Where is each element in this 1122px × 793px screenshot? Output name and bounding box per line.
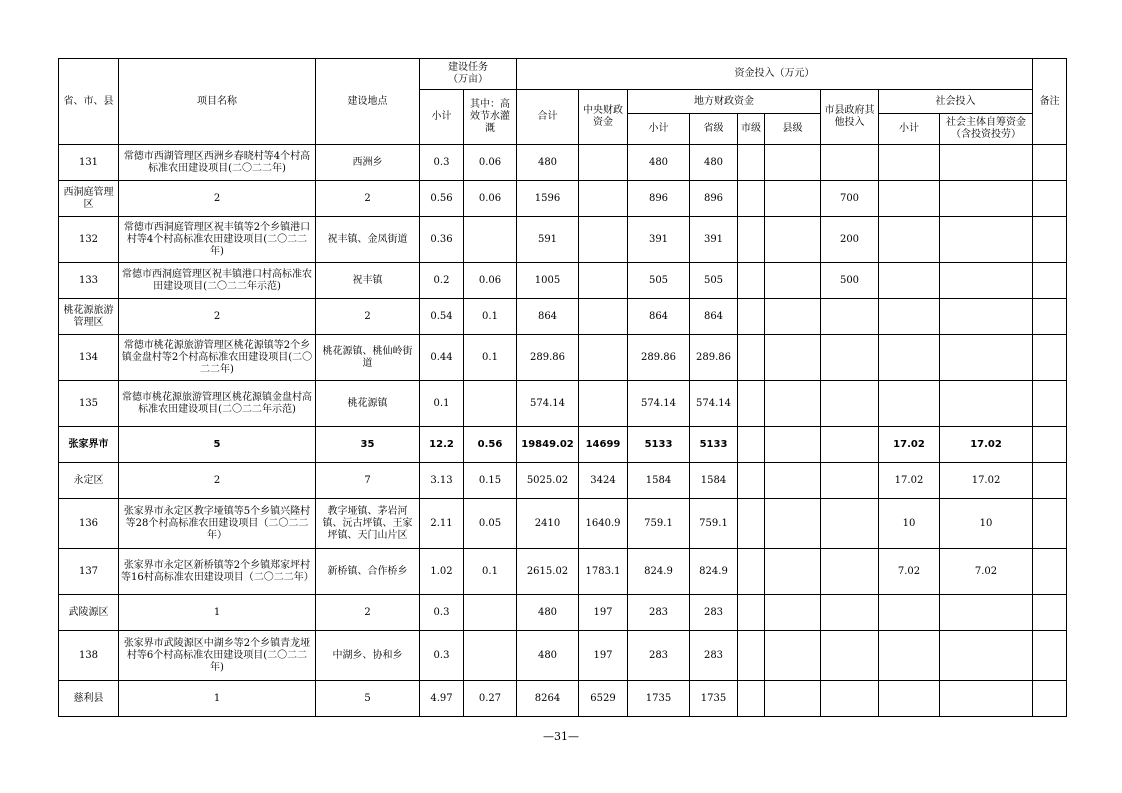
table-cell [579, 381, 628, 427]
table-cell: 2615.02 [517, 549, 579, 595]
table-cell: 1584 [628, 463, 690, 499]
table-cell: 1735 [628, 681, 690, 717]
table-cell [765, 263, 821, 299]
table-cell: 289.86 [517, 335, 579, 381]
table-row [59, 181, 1067, 217]
table-cell: 0.56 [420, 181, 464, 217]
table-cell [940, 181, 1033, 217]
table-cell [738, 549, 765, 595]
table-cell [765, 217, 821, 263]
table-cell: 0.56 [464, 427, 517, 463]
table-cell [821, 299, 879, 335]
table-cell [738, 217, 765, 263]
table-cell: 0.06 [464, 145, 517, 181]
table-cell [879, 217, 940, 263]
table-cell: 1596 [517, 181, 579, 217]
table-cell [940, 299, 1033, 335]
table-cell: 896 [628, 181, 690, 217]
table-cell: 133 [59, 263, 119, 299]
table-cell: 824.9 [628, 549, 690, 595]
table-row [59, 145, 1067, 181]
table-cell: 200 [821, 217, 879, 263]
table-cell [765, 381, 821, 427]
table-cell [821, 427, 879, 463]
header-central: 中央财政资金 [579, 90, 628, 145]
table-cell [765, 427, 821, 463]
table-cell: 7.02 [879, 549, 940, 595]
table-cell: 574.14 [517, 381, 579, 427]
table-cell: 0.3 [420, 595, 464, 631]
table-row [59, 299, 1067, 335]
table-cell [738, 381, 765, 427]
table-cell: 132 [59, 217, 119, 263]
table-cell: 2 [119, 299, 316, 335]
table-cell [1033, 427, 1067, 463]
table-cell [579, 181, 628, 217]
table-cell [1033, 299, 1067, 335]
table-cell: 17.02 [940, 463, 1033, 499]
table-body [59, 145, 1067, 717]
table-cell [879, 181, 940, 217]
table-cell: 2 [316, 595, 420, 631]
table-cell: 1584 [690, 463, 738, 499]
table-cell: 391 [690, 217, 738, 263]
table-cell: 0.1 [464, 549, 517, 595]
table-cell [464, 631, 517, 681]
table-cell: 0.15 [464, 463, 517, 499]
table-cell: 7.02 [940, 549, 1033, 595]
table-cell: 5133 [690, 427, 738, 463]
table-cell [738, 681, 765, 717]
table-cell: 0.05 [464, 499, 517, 549]
header-task-eff: 其中：高效节水灌溉 [464, 90, 517, 145]
table-cell: 7 [316, 463, 420, 499]
table-cell: 505 [628, 263, 690, 299]
table-cell [738, 263, 765, 299]
table-cell: 0.2 [420, 263, 464, 299]
table-cell: 中湖乡、协和乡 [316, 631, 420, 681]
table-cell [1033, 335, 1067, 381]
table-cell: 张家界市 [59, 427, 119, 463]
table-cell: 5 [119, 427, 316, 463]
table-cell: 0.44 [420, 335, 464, 381]
table-cell: 289.86 [690, 335, 738, 381]
table-cell: 西洲乡 [316, 145, 420, 181]
table-cell: 35 [316, 427, 420, 463]
table-row [59, 427, 1067, 463]
table-cell [940, 595, 1033, 631]
table-cell: 桃花源镇、桃仙岭街道 [316, 335, 420, 381]
table-cell [940, 263, 1033, 299]
table-cell: 700 [821, 181, 879, 217]
table-row [59, 499, 1067, 549]
table-cell: 2410 [517, 499, 579, 549]
table-cell: 常德市西湖管理区西洲乡春晓村等4个村高标准农田建设项目(二〇二二年) [119, 145, 316, 181]
table-cell [738, 181, 765, 217]
table-cell [738, 299, 765, 335]
table-cell: 常德市西洞庭管理区祝丰镇等2个乡镇港口村等4个村高标准农田建设项目(二〇二二年) [119, 217, 316, 263]
table-cell: 505 [690, 263, 738, 299]
header-task-sub: 小计 [420, 90, 464, 145]
table-cell [940, 381, 1033, 427]
table-cell: 2 [316, 299, 420, 335]
table-cell: 张家界市永定区教字垭镇等5个乡镇兴隆村等28个村高标准农田建设项目（二〇二二年） [119, 499, 316, 549]
table-cell [579, 335, 628, 381]
table-cell: 8264 [517, 681, 579, 717]
table-cell: 824.9 [690, 549, 738, 595]
table-cell: 283 [690, 631, 738, 681]
table-cell: 480 [517, 595, 579, 631]
table-cell [765, 181, 821, 217]
table-cell: 5133 [628, 427, 690, 463]
table-cell: 0.27 [464, 681, 517, 717]
table-cell: 0.54 [420, 299, 464, 335]
table-cell [940, 217, 1033, 263]
table-cell: 1.02 [420, 549, 464, 595]
header-funds: 资金投入（万元） [517, 59, 1033, 90]
table-cell [738, 499, 765, 549]
table-cell [464, 595, 517, 631]
table-cell: 祝丰镇 [316, 263, 420, 299]
table-cell: 17.02 [879, 463, 940, 499]
table-cell: 张家界市永定区新桥镇等2个乡镇郑家坪村等16村高标准农田建设项目（二〇二二年） [119, 549, 316, 595]
header-project: 项目名称 [119, 59, 316, 145]
table-cell [579, 145, 628, 181]
table-cell [765, 499, 821, 549]
table-cell [1033, 263, 1067, 299]
table-cell: 1783.1 [579, 549, 628, 595]
table-cell [464, 217, 517, 263]
table-cell [738, 631, 765, 681]
header-county-level: 县级 [765, 114, 821, 145]
table-cell [579, 263, 628, 299]
table-cell [879, 299, 940, 335]
table-cell: 新桥镇、合作桥乡 [316, 549, 420, 595]
table-cell [738, 335, 765, 381]
table-cell: 3424 [579, 463, 628, 499]
table-cell [1033, 595, 1067, 631]
table-cell: 136 [59, 499, 119, 549]
table-cell: 0.3 [420, 145, 464, 181]
funding-table [58, 58, 1067, 717]
table-cell [765, 299, 821, 335]
table-cell: 0.1 [420, 381, 464, 427]
table-cell [765, 595, 821, 631]
table-cell: 1735 [690, 681, 738, 717]
table-cell: 4.97 [420, 681, 464, 717]
header-local: 地方财政资金 [628, 90, 821, 114]
table-cell [879, 631, 940, 681]
table-cell [579, 299, 628, 335]
table-cell [765, 335, 821, 381]
table-cell: 0.1 [464, 299, 517, 335]
table-cell: 0.06 [464, 181, 517, 217]
table-cell [738, 463, 765, 499]
table-cell: 19849.02 [517, 427, 579, 463]
table-cell: 2 [119, 463, 316, 499]
table-cell: 5 [316, 681, 420, 717]
table-cell: 10 [940, 499, 1033, 549]
header-location: 建设地点 [316, 59, 420, 145]
table-cell [1033, 681, 1067, 717]
table-cell [1033, 181, 1067, 217]
table-cell: 197 [579, 595, 628, 631]
table-cell: 0.06 [464, 263, 517, 299]
table-cell [765, 463, 821, 499]
table-cell: 教字垭镇、茅岩河镇、沅古坪镇、王家坪镇、天门山片区 [316, 499, 420, 549]
table-cell [821, 499, 879, 549]
table-cell: 武陵源区 [59, 595, 119, 631]
table-cell: 0.3 [420, 631, 464, 681]
table-cell: 12.2 [420, 427, 464, 463]
table-cell: 西洞庭管理区 [59, 181, 119, 217]
table-cell: 3.13 [420, 463, 464, 499]
table-cell [940, 681, 1033, 717]
table-cell [1033, 145, 1067, 181]
table-cell [579, 217, 628, 263]
table-row [59, 381, 1067, 427]
table-cell: 500 [821, 263, 879, 299]
table-cell: 0.1 [464, 335, 517, 381]
table-cell: 慈利县 [59, 681, 119, 717]
table-cell: 2.11 [420, 499, 464, 549]
table-cell: 135 [59, 381, 119, 427]
table-cell: 6529 [579, 681, 628, 717]
table-row [59, 549, 1067, 595]
table-cell: 1 [119, 595, 316, 631]
table-cell: 759.1 [628, 499, 690, 549]
table-cell [821, 335, 879, 381]
table-cell: 137 [59, 549, 119, 595]
table-cell: 574.14 [690, 381, 738, 427]
table-cell [1033, 549, 1067, 595]
table-cell [821, 631, 879, 681]
table-cell: 574.14 [628, 381, 690, 427]
table-cell [765, 681, 821, 717]
table-cell: 138 [59, 631, 119, 681]
table-cell: 常德市桃花源旅游管理区桃花源镇金盘村高标准农田建设项目(二〇二二年示范) [119, 381, 316, 427]
table-cell: 391 [628, 217, 690, 263]
table-cell [879, 381, 940, 427]
table-cell: 张家界市武陵源区中湖乡等2个乡镇青龙垭村等6个村高标准农田建设项目(二〇二二年) [119, 631, 316, 681]
table-cell: 480 [517, 145, 579, 181]
table-cell: 17.02 [879, 427, 940, 463]
header-social-sub: 小计 [879, 114, 940, 145]
header-social-self: 社会主体自筹资金 （含投资投劳） [940, 114, 1033, 145]
table-cell: 0.36 [420, 217, 464, 263]
table-cell [940, 335, 1033, 381]
table-cell: 864 [628, 299, 690, 335]
table-cell [879, 335, 940, 381]
table-cell [879, 681, 940, 717]
table-cell: 864 [690, 299, 738, 335]
table-cell [1033, 631, 1067, 681]
table-cell [821, 145, 879, 181]
page-number: —31— [543, 730, 579, 743]
table-row [59, 335, 1067, 381]
table-cell [821, 381, 879, 427]
table-cell: 2 [119, 181, 316, 217]
header-other-gov: 市县政府其他投入 [821, 90, 879, 145]
table-cell: 759.1 [690, 499, 738, 549]
table-cell: 1005 [517, 263, 579, 299]
table-cell: 2 [316, 181, 420, 217]
table-cell [940, 631, 1033, 681]
table-cell [821, 681, 879, 717]
table-cell: 283 [628, 631, 690, 681]
table-cell: 5025.02 [517, 463, 579, 499]
table-cell: 131 [59, 145, 119, 181]
table-cell: 480 [628, 145, 690, 181]
table-cell [738, 595, 765, 631]
table-cell [738, 427, 765, 463]
table-cell: 17.02 [940, 427, 1033, 463]
table-row [59, 463, 1067, 499]
table-cell: 480 [517, 631, 579, 681]
table-cell [1033, 381, 1067, 427]
table-cell [464, 381, 517, 427]
table-cell: 283 [690, 595, 738, 631]
table-cell: 桃花源镇 [316, 381, 420, 427]
table-cell [1033, 463, 1067, 499]
header-remark: 备注 [1033, 59, 1067, 145]
table-cell [821, 595, 879, 631]
table-cell [940, 145, 1033, 181]
table-cell: 祝丰镇、金凤街道 [316, 217, 420, 263]
header-social: 社会投入 [879, 90, 1033, 114]
header-task: 建设任务 （万亩） [420, 59, 517, 90]
table-cell: 480 [690, 145, 738, 181]
table-cell: 桃花源旅游管理区 [59, 299, 119, 335]
header-city: 市级 [738, 114, 765, 145]
table-cell: 283 [628, 595, 690, 631]
table-cell: 常德市桃花源旅游管理区桃花源镇等2个乡镇金盘村等2个村高标准农田建设项目(二〇二二年) [119, 335, 316, 381]
table-row [59, 681, 1067, 717]
table-cell: 1 [119, 681, 316, 717]
table-cell [821, 549, 879, 595]
table-cell: 134 [59, 335, 119, 381]
table-cell: 591 [517, 217, 579, 263]
table-cell [821, 463, 879, 499]
table-cell [879, 145, 940, 181]
table-cell: 197 [579, 631, 628, 681]
table-cell [879, 595, 940, 631]
table-cell: 289.86 [628, 335, 690, 381]
table-cell [1033, 217, 1067, 263]
table-cell: 864 [517, 299, 579, 335]
table-cell [738, 145, 765, 181]
table-row [59, 595, 1067, 631]
header-local-sub: 小计 [628, 114, 690, 145]
table-cell: 10 [879, 499, 940, 549]
table-row [59, 631, 1067, 681]
table-row [59, 263, 1067, 299]
table-cell: 永定区 [59, 463, 119, 499]
table-row [59, 217, 1067, 263]
table-cell: 1640.9 [579, 499, 628, 549]
table-cell [765, 145, 821, 181]
table-cell: 896 [690, 181, 738, 217]
header-funds-total: 合计 [517, 90, 579, 145]
table-cell: 常德市西洞庭管理区祝丰镇港口村高标准农田建设项目(二〇二二年示范) [119, 263, 316, 299]
table-cell [765, 631, 821, 681]
table-cell: 14699 [579, 427, 628, 463]
header-county: 省、市、县 [59, 59, 119, 145]
table-cell [879, 263, 940, 299]
table-cell [765, 549, 821, 595]
table-cell [1033, 499, 1067, 549]
header-prov: 省级 [690, 114, 738, 145]
